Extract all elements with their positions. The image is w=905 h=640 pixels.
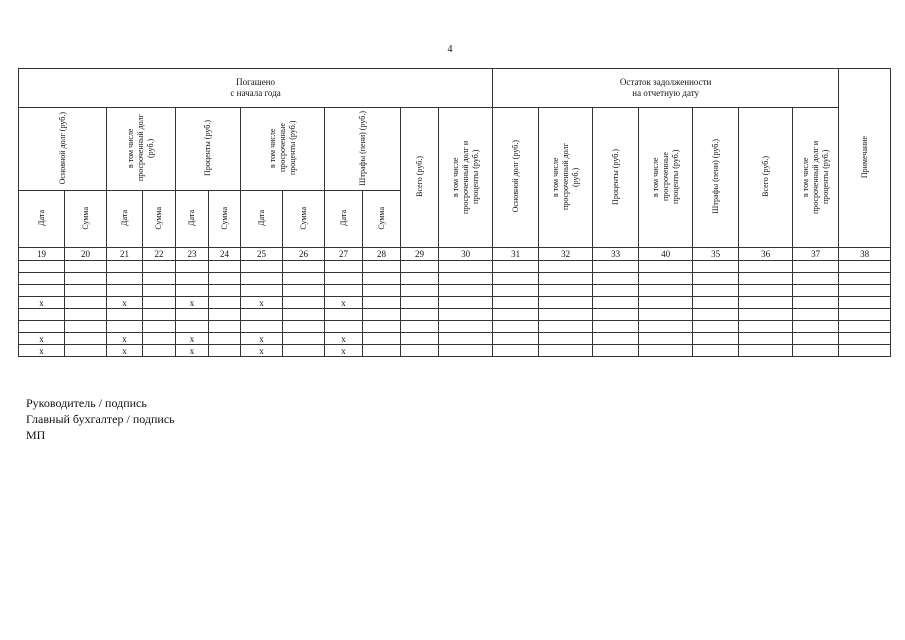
- table-cell[interactable]: [739, 285, 793, 297]
- balance-main-debt: Основной долг (руб.): [493, 108, 539, 248]
- table-row: [19, 273, 891, 285]
- table-cell[interactable]: [693, 273, 739, 285]
- table-cell[interactable]: [176, 273, 209, 285]
- repaid-group-header: [19, 69, 493, 108]
- balance-penalties: Штрафы (пени) (руб.): [693, 108, 739, 248]
- column-number: 23: [176, 248, 209, 261]
- table-cell[interactable]: [65, 345, 107, 357]
- date-header: Дата: [241, 191, 283, 248]
- page-number: 4: [447, 44, 453, 55]
- table-cell[interactable]: [639, 285, 693, 297]
- table-cell[interactable]: [439, 321, 493, 333]
- column-number: 25: [241, 248, 283, 261]
- column-number: 22: [143, 248, 176, 261]
- column-number: 40: [639, 248, 693, 261]
- table-cell[interactable]: [639, 309, 693, 321]
- table-cell[interactable]: [839, 345, 891, 357]
- table-cell[interactable]: [65, 261, 107, 273]
- table-cell[interactable]: [693, 285, 739, 297]
- table-cell[interactable]: [241, 261, 283, 273]
- table-cell[interactable]: [839, 321, 891, 333]
- table-cell[interactable]: [65, 273, 107, 285]
- table-cell[interactable]: [107, 261, 143, 273]
- sum-header: Сумма: [363, 191, 401, 248]
- table-cell[interactable]: х: [325, 297, 363, 309]
- table-cell[interactable]: [639, 261, 693, 273]
- date-header: Дата: [176, 191, 209, 248]
- table-cell[interactable]: [143, 309, 176, 321]
- table-cell[interactable]: х: [107, 297, 143, 309]
- table-cell[interactable]: х: [176, 345, 209, 357]
- table-cell[interactable]: [65, 285, 107, 297]
- table-cell[interactable]: [283, 297, 325, 309]
- table-cell[interactable]: [593, 297, 639, 309]
- table-cell[interactable]: [241, 285, 283, 297]
- table-cell[interactable]: [493, 261, 539, 273]
- table-cell[interactable]: [363, 321, 401, 333]
- table-cell[interactable]: [439, 333, 493, 345]
- table-cell[interactable]: [693, 321, 739, 333]
- table-cell[interactable]: [107, 309, 143, 321]
- date-header: Дата: [107, 191, 143, 248]
- table-row: [19, 261, 891, 273]
- table-cell[interactable]: х: [107, 345, 143, 357]
- table-cell[interactable]: [283, 333, 325, 345]
- table-cell[interactable]: [363, 333, 401, 345]
- table-cell[interactable]: [439, 309, 493, 321]
- table-cell[interactable]: [439, 261, 493, 273]
- table-cell[interactable]: [176, 309, 209, 321]
- table-cell[interactable]: [439, 345, 493, 357]
- table-cell[interactable]: [539, 261, 593, 273]
- column-number: 37: [793, 248, 839, 261]
- table-cell[interactable]: х: [176, 297, 209, 309]
- table-cell[interactable]: [283, 345, 325, 357]
- balance-group-header: [493, 69, 839, 108]
- column-number: 35: [693, 248, 739, 261]
- table-cell[interactable]: [593, 333, 639, 345]
- balance-total: Всего (руб.): [739, 108, 793, 248]
- table-cell[interactable]: х: [241, 297, 283, 309]
- table-cell[interactable]: [325, 285, 363, 297]
- table-cell[interactable]: [593, 273, 639, 285]
- table-cell[interactable]: х: [325, 345, 363, 357]
- table-cell[interactable]: [143, 261, 176, 273]
- table-cell[interactable]: [283, 321, 325, 333]
- table-cell[interactable]: [639, 321, 693, 333]
- director-signature-label: Руководитель / подпись: [26, 396, 147, 410]
- repaid-header-line-2: с начала года: [230, 88, 281, 98]
- table-cell[interactable]: [19, 285, 65, 297]
- table-cell[interactable]: [493, 273, 539, 285]
- table-row: [19, 345, 891, 357]
- table-cell[interactable]: [401, 345, 439, 357]
- table-cell[interactable]: [839, 285, 891, 297]
- table-cell[interactable]: [143, 345, 176, 357]
- table-cell[interactable]: [839, 297, 891, 309]
- table-cell[interactable]: [639, 297, 693, 309]
- table-cell[interactable]: [793, 297, 839, 309]
- table-cell[interactable]: [401, 273, 439, 285]
- table-cell[interactable]: [693, 261, 739, 273]
- table-cell[interactable]: [493, 321, 539, 333]
- table-cell[interactable]: [19, 273, 65, 285]
- stamp-label: МП: [26, 428, 46, 442]
- repaid-subgroup-interest: Проценты (руб.): [176, 108, 241, 191]
- sum-header: Сумма: [143, 191, 176, 248]
- table-cell[interactable]: [739, 261, 793, 273]
- table-cell[interactable]: х: [325, 333, 363, 345]
- column-number: 31: [493, 248, 539, 261]
- table-cell[interactable]: [793, 333, 839, 345]
- table-cell[interactable]: [639, 345, 693, 357]
- table-cell[interactable]: [209, 333, 241, 345]
- note-header: [839, 69, 891, 248]
- column-number: 26: [283, 248, 325, 261]
- repaid-header-line-1: Погашено: [236, 77, 276, 87]
- table-cell[interactable]: [19, 309, 65, 321]
- table-cell[interactable]: [439, 273, 493, 285]
- table-cell[interactable]: [107, 285, 143, 297]
- table-cell[interactable]: х: [176, 333, 209, 345]
- table-cell[interactable]: [493, 285, 539, 297]
- table-cell[interactable]: [283, 273, 325, 285]
- sum-header: Сумма: [65, 191, 107, 248]
- balance-total-overdue: в том числе просроченный долг и проценты (руб.): [793, 108, 839, 248]
- table-cell[interactable]: [325, 321, 363, 333]
- repaid-subgroup-overdue-debt: в том числе просроченный долг (руб.): [107, 108, 176, 191]
- table-cell[interactable]: [65, 297, 107, 309]
- table-cell[interactable]: [593, 285, 639, 297]
- table-cell[interactable]: [143, 321, 176, 333]
- table-cell[interactable]: [325, 261, 363, 273]
- table-cell[interactable]: [593, 345, 639, 357]
- table-cell[interactable]: [241, 321, 283, 333]
- repaid-total: Всего (руб.): [401, 108, 439, 248]
- table-cell[interactable]: х: [19, 333, 65, 345]
- table-cell[interactable]: [693, 333, 739, 345]
- table-cell[interactable]: [65, 321, 107, 333]
- table-cell[interactable]: [739, 273, 793, 285]
- table-cell[interactable]: [493, 333, 539, 345]
- date-header: Дата: [325, 191, 363, 248]
- table-cell[interactable]: [793, 261, 839, 273]
- table-row: [19, 285, 891, 297]
- table-cell[interactable]: [107, 273, 143, 285]
- table-cell[interactable]: [209, 309, 241, 321]
- column-number: 24: [209, 248, 241, 261]
- table-row: [19, 333, 891, 345]
- table-cell[interactable]: [283, 285, 325, 297]
- table-cell[interactable]: [176, 285, 209, 297]
- table-cell[interactable]: [209, 261, 241, 273]
- table-cell[interactable]: [363, 309, 401, 321]
- table-body: [19, 261, 891, 357]
- table-cell[interactable]: [401, 333, 439, 345]
- balance-overdue-debt: в том числе просроченный долг (руб.): [539, 108, 593, 248]
- column-number: 38: [839, 248, 891, 261]
- balance-interest: Проценты (руб.): [593, 108, 639, 248]
- table-cell[interactable]: [65, 309, 107, 321]
- repaid-total-overdue: в том числе просроченный долг и проценты (руб.): [439, 108, 493, 248]
- repaid-subgroup-penalties: Штрафы (пени) (руб.): [325, 108, 401, 191]
- table-cell[interactable]: [143, 297, 176, 309]
- column-number: 33: [593, 248, 639, 261]
- table-cell[interactable]: [739, 309, 793, 321]
- table-cell[interactable]: [793, 309, 839, 321]
- table-cell[interactable]: [325, 273, 363, 285]
- table-cell[interactable]: [693, 345, 739, 357]
- table-cell[interactable]: [739, 321, 793, 333]
- column-number: 28: [363, 248, 401, 261]
- table-cell[interactable]: [176, 261, 209, 273]
- table-cell[interactable]: [401, 321, 439, 333]
- table-cell[interactable]: х: [19, 345, 65, 357]
- table-cell[interactable]: [283, 309, 325, 321]
- table-cell[interactable]: [793, 273, 839, 285]
- table-cell[interactable]: [439, 285, 493, 297]
- table-cell[interactable]: [283, 261, 325, 273]
- column-number: 21: [107, 248, 143, 261]
- table-cell[interactable]: [401, 261, 439, 273]
- table-cell[interactable]: х: [19, 297, 65, 309]
- table-cell[interactable]: [19, 321, 65, 333]
- table-cell[interactable]: [693, 297, 739, 309]
- table-cell[interactable]: х: [241, 345, 283, 357]
- repaid-subgroup-overdue-interest: в том числе просроченные проценты (руб.): [241, 108, 325, 191]
- column-number: 29: [401, 248, 439, 261]
- table-cell[interactable]: [793, 285, 839, 297]
- table-cell[interactable]: [493, 345, 539, 357]
- table-cell[interactable]: [739, 345, 793, 357]
- balance-header-line-2: на отчетную дату: [632, 88, 700, 98]
- table-cell[interactable]: [401, 285, 439, 297]
- table-cell[interactable]: [639, 273, 693, 285]
- table-row: [19, 309, 891, 321]
- column-number: 27: [325, 248, 363, 261]
- column-number: 19: [19, 248, 65, 261]
- table-cell[interactable]: [209, 273, 241, 285]
- table-cell[interactable]: [401, 309, 439, 321]
- table-cell[interactable]: [209, 297, 241, 309]
- table-cell[interactable]: [839, 333, 891, 345]
- table-cell[interactable]: [793, 345, 839, 357]
- repaid-subgroup-main-debt: Основной долг (руб.): [19, 108, 107, 191]
- note-header-label: Примечание: [859, 135, 869, 179]
- table-cell[interactable]: [839, 309, 891, 321]
- table-cell[interactable]: [793, 321, 839, 333]
- table-cell[interactable]: [241, 309, 283, 321]
- table-cell[interactable]: [241, 273, 283, 285]
- column-number: 32: [539, 248, 593, 261]
- accountant-signature-label: Главный бухгалтер / подпись: [26, 412, 175, 426]
- table-cell[interactable]: [539, 333, 593, 345]
- table-cell[interactable]: [493, 309, 539, 321]
- table-cell[interactable]: [739, 333, 793, 345]
- table-cell[interactable]: х: [241, 333, 283, 345]
- table-cell[interactable]: [739, 297, 793, 309]
- table-cell[interactable]: [363, 261, 401, 273]
- table-cell[interactable]: [839, 273, 891, 285]
- column-number: 30: [439, 248, 493, 261]
- sum-header: Сумма: [283, 191, 325, 248]
- table-cell[interactable]: [363, 345, 401, 357]
- table-cell[interactable]: [143, 273, 176, 285]
- table-cell[interactable]: [539, 297, 593, 309]
- table-cell[interactable]: [593, 309, 639, 321]
- table-cell[interactable]: [539, 321, 593, 333]
- balance-header-line-1: Остаток задолженности: [619, 77, 712, 87]
- table-row: [19, 297, 891, 309]
- signature-block: [26, 395, 175, 443]
- table-cell[interactable]: [143, 333, 176, 345]
- table-row: [19, 321, 891, 333]
- table-cell[interactable]: [401, 297, 439, 309]
- table-cell[interactable]: [539, 309, 593, 321]
- table-cell[interactable]: [493, 297, 539, 309]
- repayment-table: [18, 68, 891, 357]
- column-number: 36: [739, 248, 793, 261]
- table-cell[interactable]: [593, 261, 639, 273]
- table-cell[interactable]: [539, 285, 593, 297]
- table-cell[interactable]: [209, 321, 241, 333]
- table-cell[interactable]: [107, 321, 143, 333]
- table-cell[interactable]: [209, 345, 241, 357]
- table-cell[interactable]: [539, 273, 593, 285]
- table-cell[interactable]: [593, 321, 639, 333]
- table-cell[interactable]: [209, 285, 241, 297]
- table-cell[interactable]: х: [107, 333, 143, 345]
- column-number-row: [19, 248, 891, 261]
- sum-header: Сумма: [209, 191, 241, 248]
- balance-overdue-interest: в том числе просроченные проценты (руб.): [639, 108, 693, 248]
- column-number: 20: [65, 248, 107, 261]
- table-cell[interactable]: [143, 285, 176, 297]
- table-cell[interactable]: [325, 309, 363, 321]
- table-cell[interactable]: [539, 345, 593, 357]
- table-cell[interactable]: [439, 297, 493, 309]
- date-header: Дата: [19, 191, 65, 248]
- table-cell[interactable]: [65, 333, 107, 345]
- table-cell[interactable]: [639, 333, 693, 345]
- table-cell[interactable]: [363, 285, 401, 297]
- table-cell[interactable]: [19, 261, 65, 273]
- table-cell[interactable]: [693, 309, 739, 321]
- table-cell[interactable]: [176, 321, 209, 333]
- table-cell[interactable]: [839, 261, 891, 273]
- table-cell[interactable]: [363, 297, 401, 309]
- table-cell[interactable]: [363, 273, 401, 285]
